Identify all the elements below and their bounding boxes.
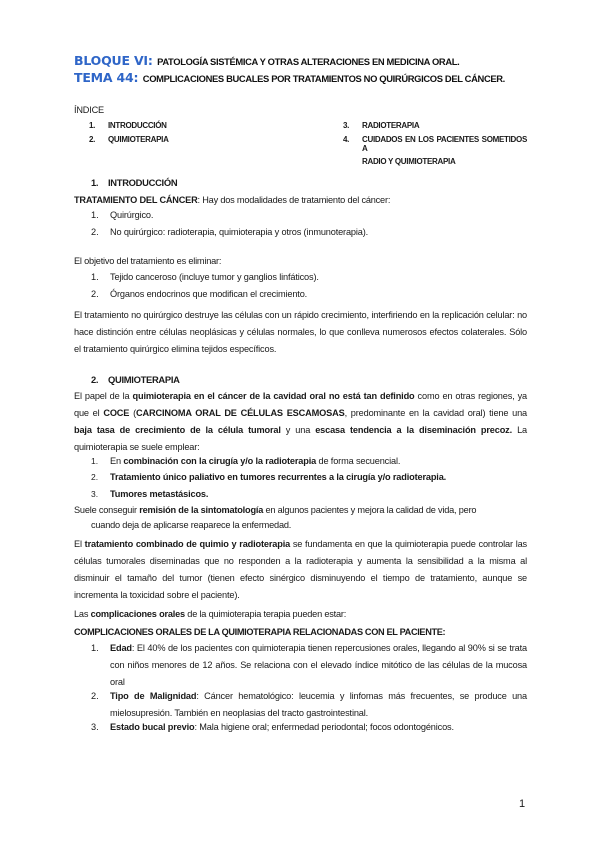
patient-item-edad [110, 640, 527, 691]
index-item-introduccion[interactable]: INTRODUCCIÓN [108, 121, 167, 130]
patient-num-2: 2. [91, 691, 99, 701]
p3-a: El [74, 539, 85, 549]
modality-1: Quirúrgico. [110, 210, 154, 220]
page-number: 1 [519, 798, 526, 810]
use-1-c: de forma secuencial. [316, 456, 401, 466]
use-1-a: En [110, 456, 124, 466]
use-1-b: combinación con la cirugía y/o la radioterapia [123, 456, 317, 466]
tema-heading [74, 69, 505, 87]
p1-j: escasa tendencia a la diseminación precoz. [315, 425, 513, 435]
section2-title: QUIMIOTERAPIA [108, 374, 180, 385]
section1-number: 1. [91, 177, 99, 188]
index-item-radioterapia[interactable]: RADIOTERAPIA [362, 121, 420, 130]
index-item-cuidados-line1: CUIDADOS EN LOS PACIENTES SOMETIDOS A [362, 135, 527, 153]
p2-a: Suele conseguir [74, 505, 140, 515]
use-2 [110, 472, 446, 482]
index-title: ÍNDICE [74, 105, 104, 115]
use-num-2: 2. [91, 472, 99, 482]
section1-lead-bold: TRATAMIENTO DEL CÁNCER [74, 195, 198, 205]
section1-lead-rest: : Hay dos modalidades de tratamiento del cáncer: [197, 195, 391, 205]
p3-c: se fundamenta en que la quimioterapia puede controlar las células tumorales diseminadas que no responden a la radioterapia y aumenta la sensibilidad a la misma al disminuir el tamaño del tumor (tienen efecto sinérgico disminuyendo el tiempo de tratamiento, aunque se incrementa la toxicidad sobre el paciente). [74, 539, 527, 600]
index-item-cuidados-line2: RADIO Y QUIMIOTERAPIA [362, 157, 456, 166]
patient-1-b: Edad [110, 643, 132, 653]
p4-b: complicaciones orales [90, 609, 185, 619]
tema-title: COMPLICACIONES BUCALES POR TRATAMIENTOS NO QUIRÚRGICOS DEL CÁNCER. [142, 73, 505, 84]
use-2-b: Tratamiento único paliativo en tumores recurrentes a la cirugía y/o radioterapia. [110, 472, 447, 482]
section1-title: INTRODUCCIÓN [108, 177, 178, 188]
p1-c: como en otras regiones, ya que el [74, 391, 528, 418]
p4-a: Las [74, 609, 91, 619]
patient-2-b: Tipo de Malignidad [110, 691, 197, 701]
p1-b: quimioterapia en el cáncer de la cavidad oral no está tan definido [132, 391, 415, 401]
target-2: Órganos endocrinos que modifican el crecimiento. [110, 289, 308, 299]
modality-num-1: 1. [91, 210, 99, 220]
p2-c: en algunos pacientes y mejora la calidad de vida, pero [263, 505, 477, 515]
p1-e: ( [129, 408, 136, 418]
section2-number: 2. [91, 374, 99, 385]
objective-text: El objetivo del tratamiento es eliminar: [74, 256, 222, 266]
patient-item-estado-bucal [110, 719, 527, 736]
section2-paragraph2-line2: cuando deja de aplicarse reaparece la enfermedad. [91, 520, 292, 530]
use-3 [110, 489, 208, 499]
p1-f: CARCINOMA ORAL DE CÉLULAS ESCAMOSAS [136, 408, 345, 418]
bloque-heading [74, 52, 459, 70]
bloque-title: PATOLOGÍA SISTÉMICA Y OTRAS ALTERACIONES EN MEDICINA ORAL. [157, 56, 460, 67]
target-1: Tejido canceroso (incluye tumor y ganglios linfáticos). [110, 272, 319, 282]
use-3-b: Tumores metastásicos. [110, 489, 209, 499]
p1-a: El papel de la [74, 391, 133, 401]
index-item-cuidados[interactable] [362, 135, 527, 166]
patient-item-malignidad [110, 688, 527, 722]
p1-i: y una [280, 425, 316, 435]
patient-num-3: 3. [91, 722, 99, 732]
index-num-3: 3. [343, 121, 350, 130]
patient-2-c: : Cáncer hematológico: leucemia y linfomas más frecuentes, se produce una mielosupresión. También en neoplasias del tracto gastrointestinal. [110, 691, 527, 718]
patient-1-c: : El 40% de los pacientes con quimioterapia tienen repercusiones orales, llegando al 90% si se trata con niños menores de 12 años. Se relaciona con el elevado índice mitótico de las células de la mucosa oral [110, 643, 527, 687]
p3-b: tratamiento combinado de quimio y radioterapia [84, 539, 291, 549]
section2-paragraph3 [74, 536, 527, 604]
p1-g: , predominante en la cavidad oral) tiene una [344, 408, 527, 418]
section2-paragraph1 [74, 388, 527, 456]
index-item-quimioterapia[interactable]: QUIMIOTERAPIA [108, 135, 169, 144]
target-num-1: 1. [91, 272, 99, 282]
patient-3-b: Estado bucal previo [110, 722, 195, 732]
section1-paragraph: El tratamiento no quirúrgico destruye las células con un rápido crecimiento, interfiriendo en la replicación celular: no hace distinción entre células neoplásicas y células normales, lo que conlleva numerosos efectos colaterales. Sólo el tratamiento quirúrgico elimina tejidos específicos. [74, 310, 527, 354]
use-1 [110, 456, 400, 466]
patient-3-c: : Mala higiene oral; enfermedad periodontal; focos odontogénicos. [194, 722, 454, 732]
index-num-2: 2. [89, 135, 96, 144]
modality-num-2: 2. [91, 227, 99, 237]
section2-paragraph4 [74, 608, 346, 620]
section2-paragraph2-line1 [74, 504, 476, 516]
use-num-3: 3. [91, 489, 99, 499]
section1-lead [74, 194, 390, 206]
patient-num-1: 1. [91, 643, 99, 653]
p1-d: COCE [103, 408, 130, 418]
index-num-4: 4. [343, 135, 350, 144]
p4-c: de la quimioterapia terapia pueden estar: [184, 609, 347, 619]
patient-complications-heading: COMPLICACIONES ORALES DE LA QUIMIOTERAPIA RELACIONADAS CON EL PACIENTE: [74, 627, 446, 637]
p1-k: La quimioterapia se suele emplear: [74, 425, 527, 452]
tema-tag: TEMA 44: [74, 70, 139, 85]
bloque-tag: BLOQUE VI: [74, 53, 153, 68]
p1-h: baja tasa de crecimiento de la célula tumoral [74, 425, 281, 435]
modality-2: No quirúrgico: radioterapia, quimioterapia y otros (inmunoterapia). [110, 227, 369, 237]
target-num-2: 2. [91, 289, 99, 299]
index-num-1: 1. [89, 121, 96, 130]
use-num-1: 1. [91, 456, 99, 466]
p2-b: remisión de la sintomatología [139, 505, 264, 515]
